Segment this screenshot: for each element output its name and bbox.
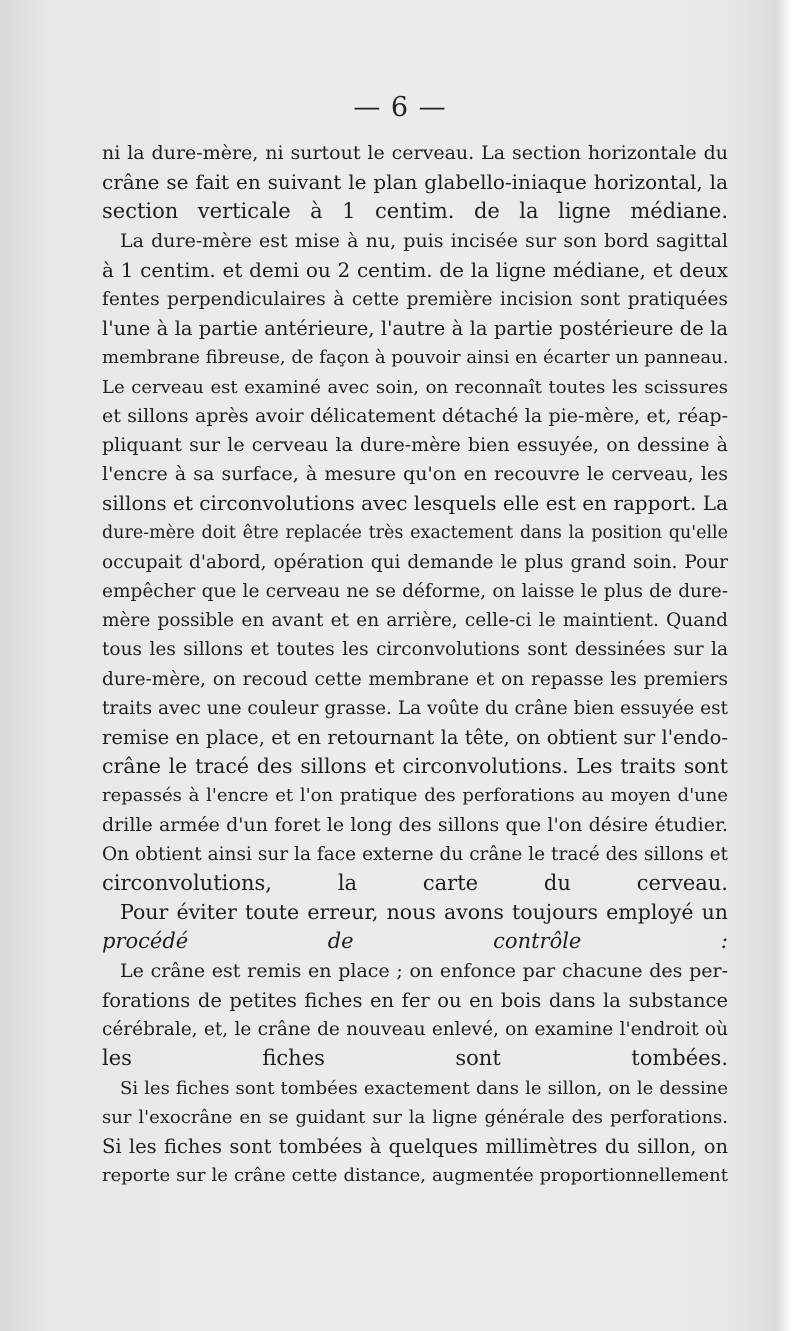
text-line: cérébrale, et, le crâne de nouveau enlevé, on examine l'endroit où <box>102 1019 728 1041</box>
text-line: sur l'exocrâne en se guidant sur la ligne générale des perforations. <box>102 1106 728 1128</box>
text-line: Le cerveau est examiné avec soin, on reconnaît toutes les scissures <box>102 376 728 398</box>
text-line: crâne le tracé des sillons et circonvolutions. Les traits sont <box>102 754 728 779</box>
text-line: l'encre à sa surface, à mesure qu'on en recouvre le cerveau, les <box>102 463 728 486</box>
text-line: drille armée d'un foret le long des sillons que l'on désire étudier. <box>102 813 728 836</box>
text-line: Pour éviter toute erreur, nous avons toujours employé un <box>120 900 728 925</box>
text-line: l'une à la partie antérieure, l'autre à la partie postérieure de la <box>102 317 728 341</box>
text-line: crâne se fait en suivant le plan glabello-iniaque horizontal, la <box>102 170 728 195</box>
text-line: remise en place, et en retournant la tête, on obtient sur l'endo- <box>102 726 728 750</box>
text-line: les fiches sont tombées. <box>102 1046 728 1071</box>
text-line: dure-mère, on recoud cette membrane et on repasse les premiers <box>102 668 728 690</box>
paragraph <box>102 139 728 227</box>
italic-phrase: procédé de contrôle : <box>102 929 728 954</box>
text-line: On obtient ainsi sur la face externe du crâne le tracé des sillons et <box>102 843 728 865</box>
text-line: occupait d'abord, opération qui demande le plus grand soin. Pour <box>102 551 728 573</box>
text-line: fentes perpendiculaires à cette première incision sont pratiquées <box>102 289 728 311</box>
text-line: La dure-mère est mise à nu, puis incisée sur son bord sagittal <box>120 229 728 252</box>
text-line: dure-mère doit être replacée très exactement dans la position qu'elle <box>102 522 728 543</box>
text-line: Si les fiches sont tombées exactement dans le sillon, on le dessine <box>120 1077 728 1099</box>
text-line: tous les sillons et toutes les circonvolutions sont dessinées sur la <box>102 639 728 661</box>
text-line: forations de petites fiches en fer ou en bois dans la substance <box>102 988 728 1012</box>
text-line: Si les fiches sont tombées à quelques millimètres du sillon, on <box>102 1134 728 1158</box>
body-text <box>102 139 728 1190</box>
text-line: section verticale à 1 centim. de la ligne médiane. <box>102 199 728 224</box>
text-line: repassés à l'encre et l'on pratique des perforations au moyen d'une <box>102 785 728 807</box>
text-line: sillons et circonvolutions avec lesquels elle est en rapport. La <box>102 491 728 516</box>
text-line: mère possible en avant et en arrière, celle-ci le maintient. Quand <box>102 610 728 632</box>
text-line: à 1 centim. et demi ou 2 centim. de la ligne médiane, et deux <box>102 257 728 282</box>
text-line: Le crâne est remis en place ; on enfonce par chacune des per- <box>120 959 728 982</box>
text-line: pliquant sur le cerveau la dure-mère bien essuyée, on dessine à <box>102 434 728 457</box>
paragraph <box>102 957 728 1074</box>
text-line-italic <box>102 927 728 956</box>
paragraph <box>102 1074 728 1191</box>
text-line: reporte sur le crâne cette distance, augmentée proportionnellement <box>102 1165 728 1187</box>
page-number: — 6 — <box>353 92 447 123</box>
text-line: circonvolutions, la carte du cerveau. <box>102 871 728 896</box>
paragraph <box>102 227 728 899</box>
text-line: traits avec une couleur grasse. La voûte du crâne bien essuyée est <box>102 697 728 719</box>
text-line: et sillons après avoir délicatement détaché la pie-mère, et, réap- <box>102 404 728 427</box>
text-line: ni la dure-mère, ni surtout le cerveau. La section horizontale du <box>102 142 728 164</box>
text-line: empêcher que le cerveau ne se déforme, on laisse le plus de dure- <box>102 581 728 603</box>
paragraph <box>102 898 728 956</box>
text-line: membrane fibreuse, de façon à pouvoir ainsi en écarter un panneau. <box>102 347 729 369</box>
